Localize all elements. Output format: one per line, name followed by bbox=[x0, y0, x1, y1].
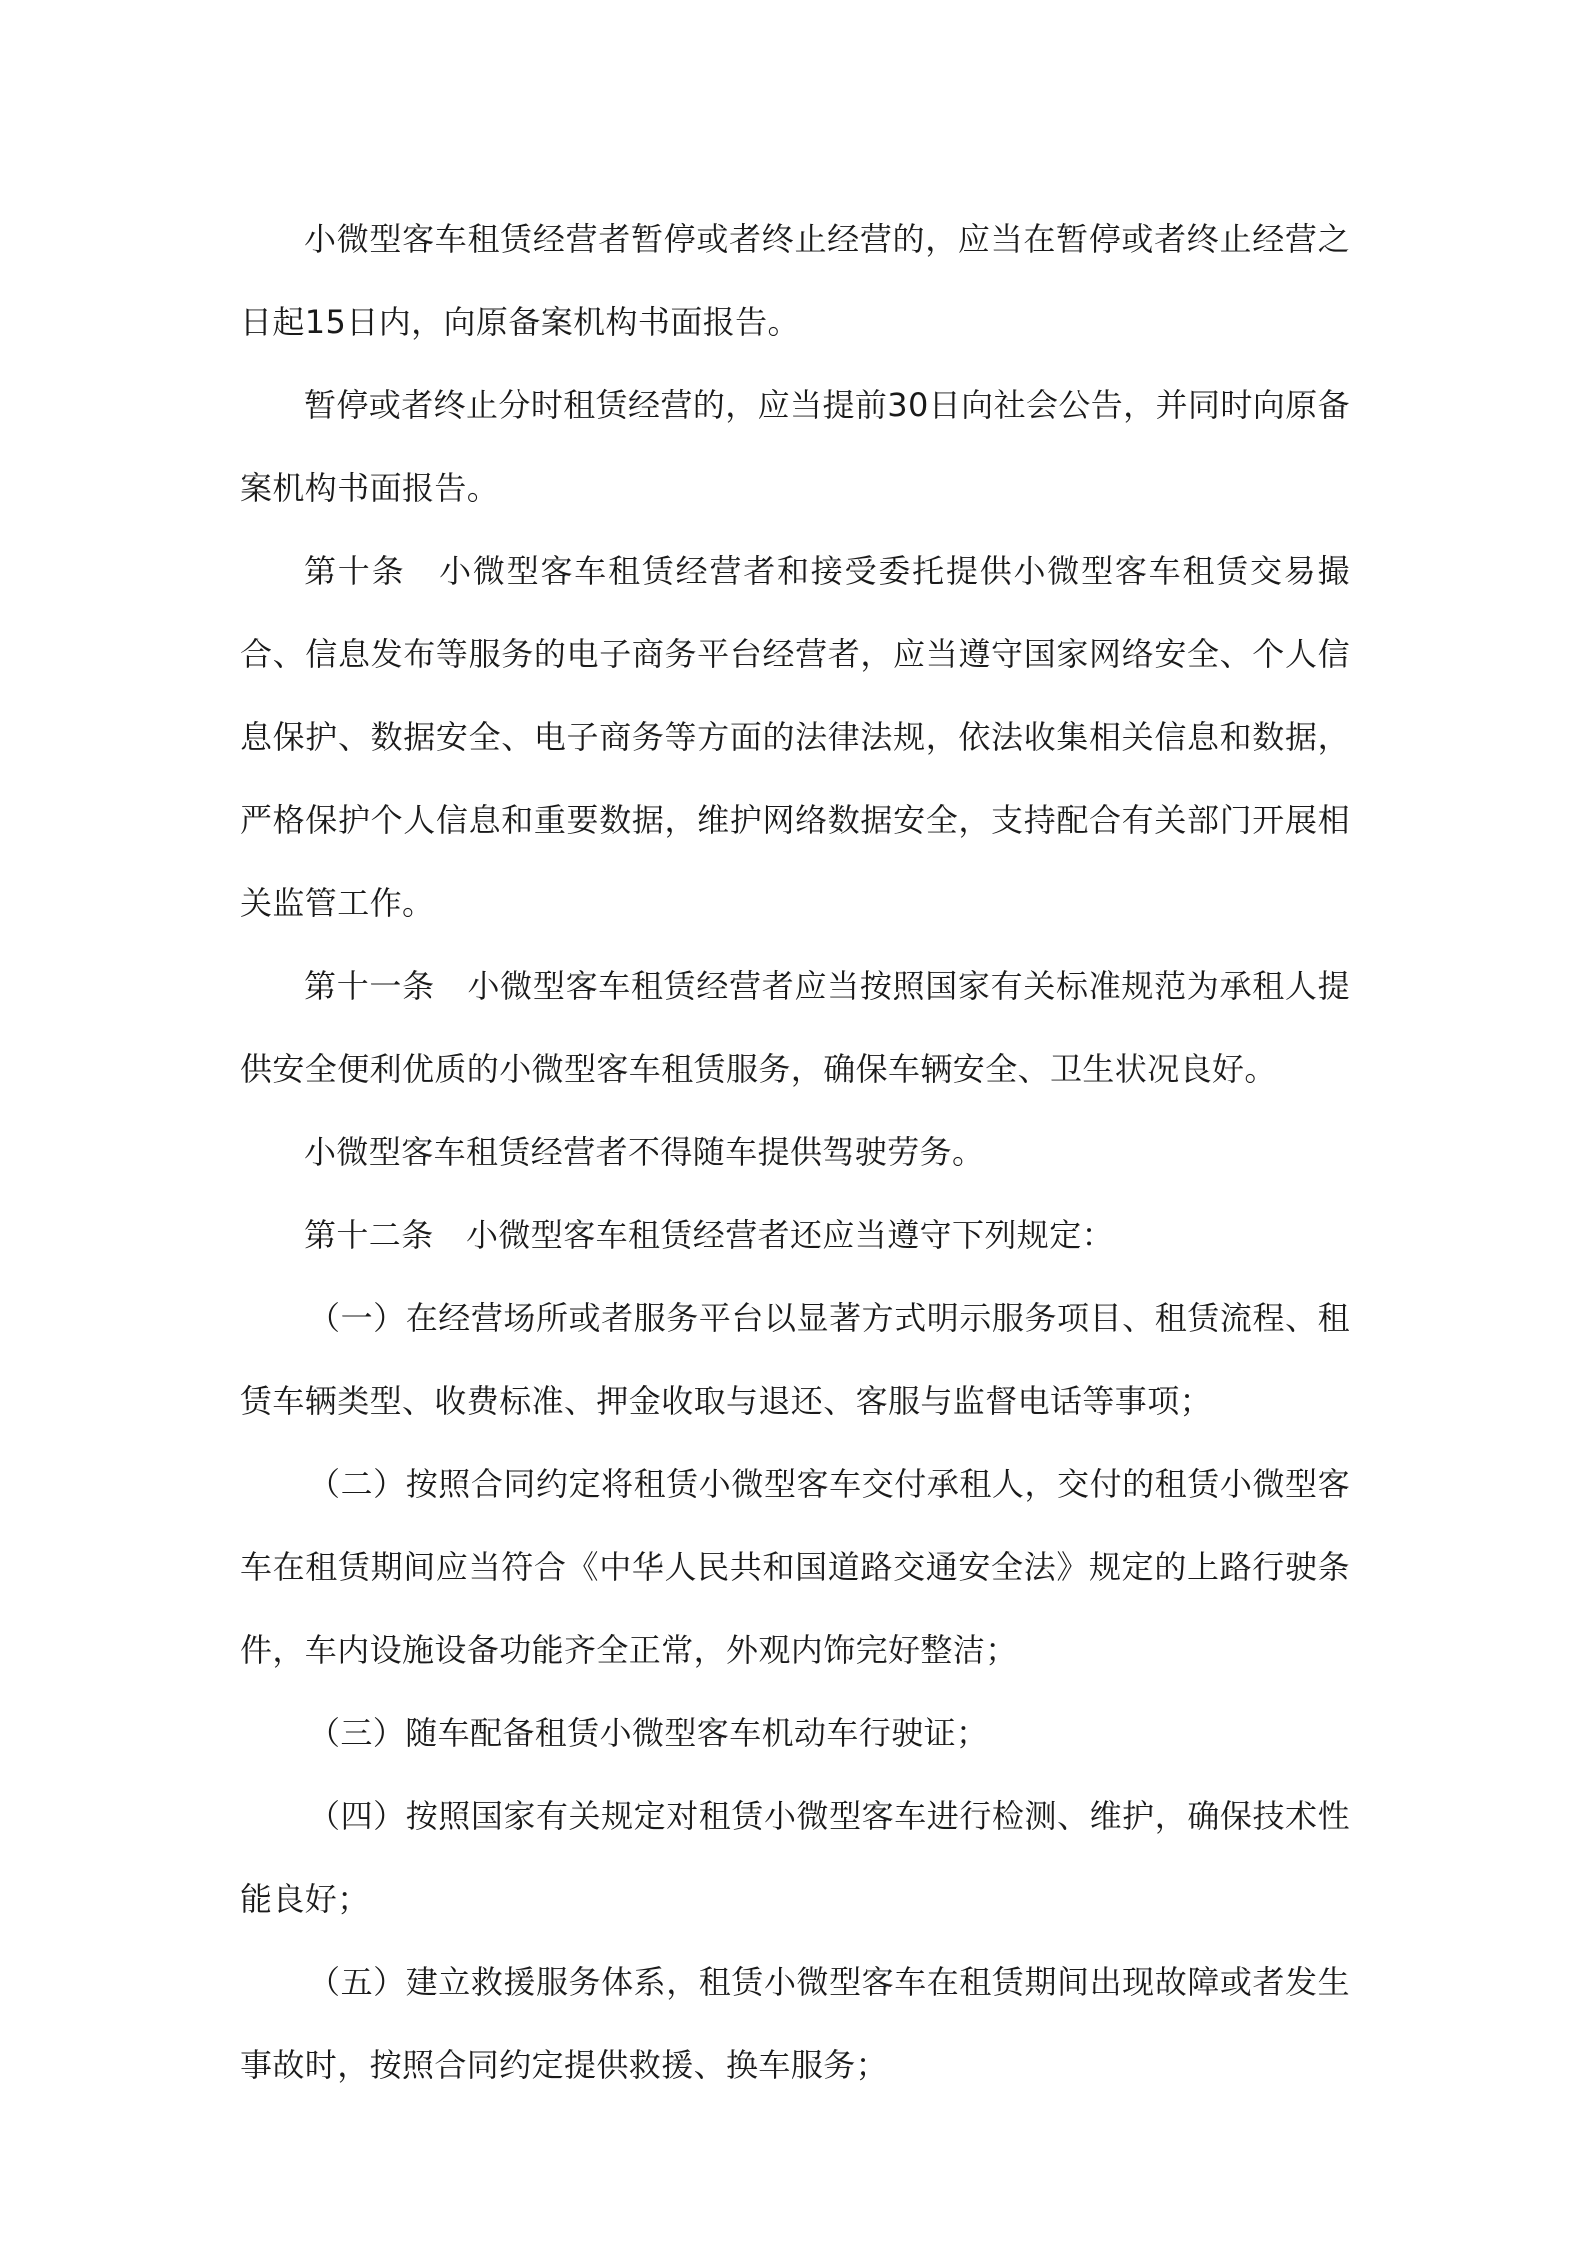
article-12-item-1: （一）在经营场所或者服务平台以显著方式明示服务项目、租赁流程、租赁车辆类型、收费标准、押金收取与退还、客服与监督电话等事项； bbox=[240, 1299, 1350, 1420]
article-12: 第十二条 小微型客车租赁经营者还应当遵守下列规定： bbox=[304, 1216, 1115, 1254]
paragraph-timeshare-announcement: 暂停或者终止分时租赁经营的，应当提前30日向社会公告，并同时向原备案机构书面报告。 bbox=[240, 386, 1350, 507]
article-10: 第十条 小微型客车租赁经营者和接受委托提供小微型客车租赁交易撮合、信息发布等服务的电子商务平台经营者，应当遵守国家网络安全、个人信息保护、数据安全、电子商务等方面的法律法规，依法收集相关信息和数据，严格保护个人信息和重要数据，维护网络数据安全，支持配合有关部门开展相关监管工作。 bbox=[240, 552, 1350, 922]
article-12-item-2: （二）按照合同约定将租赁小微型客车交付承租人，交付的租赁小微型客车在租赁期间应当符合《中华人民共和国道路交通安全法》规定的上路行驶条件，车内设施设备功能齐全正常，外观内饰完好整洁； bbox=[240, 1465, 1350, 1669]
paragraph-suspension-report: 小微型客车租赁经营者暂停或者终止经营的，应当在暂停或者终止经营之日起15日内，向原备案机构书面报告。 bbox=[240, 220, 1350, 341]
article-12-item-3: （三）随车配备租赁小微型客车机动车行驶证； bbox=[308, 1714, 989, 1752]
document-body bbox=[240, 198, 1350, 2107]
article-12-item-5: （五）建立救援服务体系，租赁小微型客车在租赁期间出现故障或者发生事故时，按照合同约定提供救援、换车服务； bbox=[240, 1963, 1350, 2084]
article-11: 第十一条 小微型客车租赁经营者应当按照国家有关标准规范为承租人提供安全便利优质的小微型客车租赁服务，确保车辆安全、卫生状况良好。 bbox=[240, 967, 1350, 1088]
paragraph-no-driving-service: 小微型客车租赁经营者不得随车提供驾驶劳务。 bbox=[304, 1133, 985, 1171]
article-12-item-4: （四）按照国家有关规定对租赁小微型客车进行检测、维护，确保技术性能良好； bbox=[240, 1797, 1350, 1918]
